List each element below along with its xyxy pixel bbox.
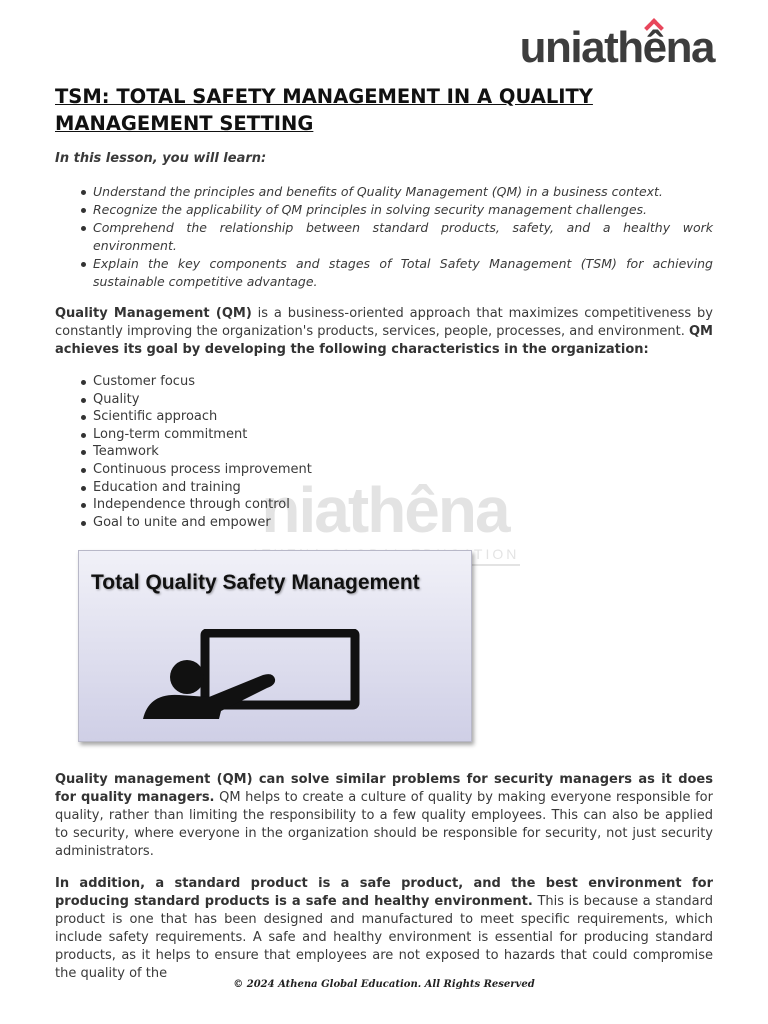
list-item: Explain the key components and stages of Total Safety Management (TSM) for achieving sustainable competitive advantage. — [55, 255, 713, 291]
lesson-intro: In this lesson, you will learn: — [55, 151, 267, 166]
list-item: Independence through control — [55, 496, 312, 514]
paragraph-text: QM helps to create a culture of quality by making everyone responsible for quality, rather than limiting the responsibility to a few quality employees. This can also be applied to security, where everyone in the organization should be responsible for security, not just security administrators. — [55, 790, 713, 859]
copyright-footer: © 2024 Athena Global Education. All Rights Reserved — [233, 979, 535, 990]
standard-product-paragraph — [55, 875, 713, 983]
bold-tail: QM achieves its goal by developing the following characteristics in the organization: — [55, 324, 713, 357]
logo-text-ath: ath — [581, 23, 643, 72]
logo-text-uni: uni — [519, 23, 582, 72]
uniathena-logo — [519, 23, 714, 72]
list-item: Recognize the applicability of QM principles in solving security management challenges. — [55, 201, 713, 219]
list-item: Goal to unite and empower — [55, 514, 312, 532]
page-title: TSM: TOTAL SAFETY MANAGEMENT IN A QUALITY MANAGEMENT SETTING — [55, 85, 593, 135]
watermark-name: niathêna — [261, 474, 509, 546]
bold-lead: Quality management (QM) can solve similar problems for security managers as it does for quality managers. — [55, 772, 713, 805]
qm-definition-paragraph — [55, 305, 713, 359]
presenter-board-icon — [139, 629, 379, 724]
learning-objectives-list — [55, 183, 713, 291]
bold-lead: Quality Management (QM) — [55, 306, 252, 321]
tqsm-figure — [78, 550, 472, 742]
list-item: Teamwork — [55, 443, 312, 461]
list-item: Customer focus — [55, 373, 312, 391]
list-item: Continuous process improvement — [55, 461, 312, 479]
paragraph-text: is a business-oriented approach that maximizes competitiveness by constantly improving the organization's products, services, people, processes, and environment. — [55, 306, 714, 339]
list-item: Long-term commitment — [55, 426, 312, 444]
list-item: Comprehend the relationship between standard products, safety, and a healthy work environment. — [55, 219, 713, 255]
logo-text-na: na — [665, 23, 714, 72]
bold-lead: In addition, a standard product is a safe product, and the best environment for producing standard products is a safe and healthy environment. — [55, 876, 713, 909]
qm-security-paragraph — [55, 771, 713, 861]
list-item: Quality — [55, 391, 312, 409]
list-item: Education and training — [55, 479, 312, 497]
list-item: Understand the principles and benefits of Quality Management (QM) in a business context. — [55, 183, 713, 201]
paragraph-text: This is because a standard product is one that has been designed and manufactured to meet specific requirements, which include safety requirements. A safe and healthy environment is essential for producing standard products, as it helps to ensure that employees are not exposed to hazards that could compromise the quality of the — [55, 894, 713, 981]
logo-text-e-hat: ê — [642, 23, 666, 72]
characteristics-list — [55, 373, 312, 531]
figure-title: Total Quality Safety Management — [91, 571, 420, 594]
list-item: Scientific approach — [55, 408, 312, 426]
